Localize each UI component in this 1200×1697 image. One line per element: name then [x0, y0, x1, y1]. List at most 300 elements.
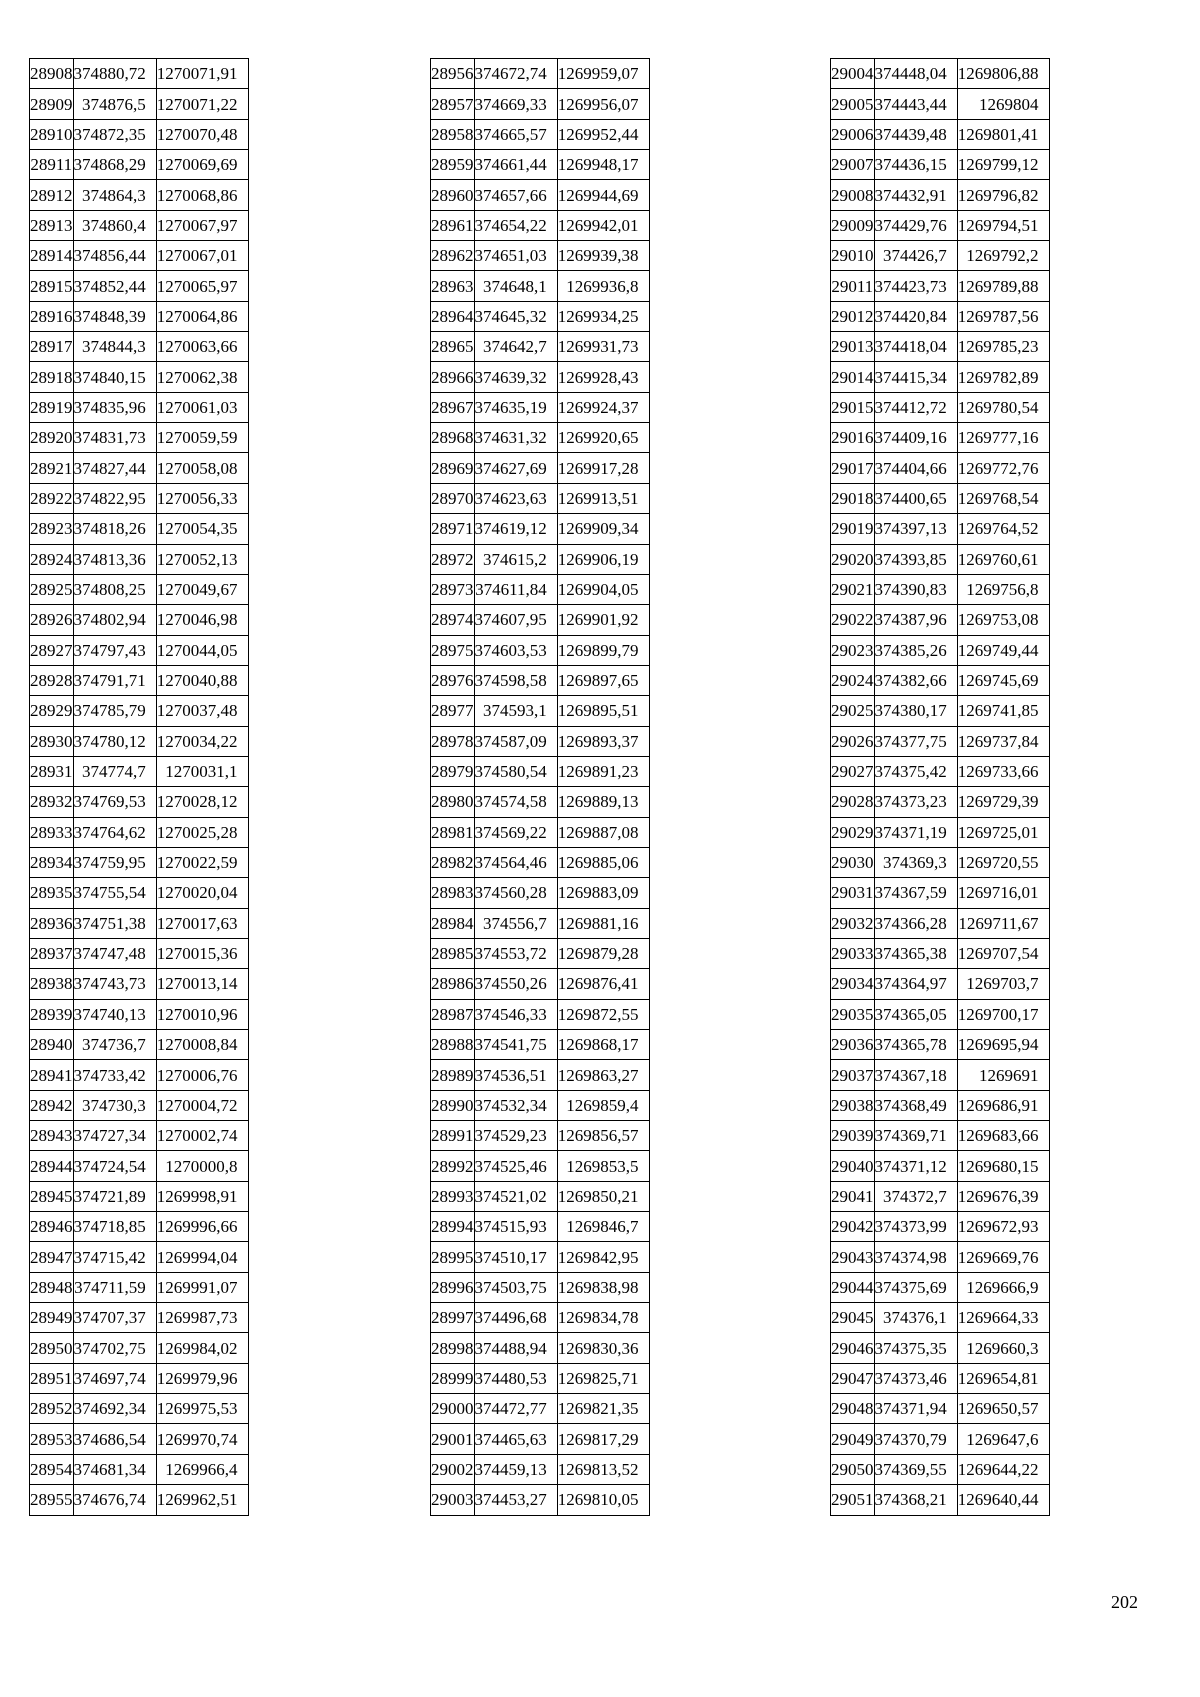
x-coordinate-cell: 374465,63	[474, 1424, 557, 1454]
y-coordinate-cell: 1269825,71	[557, 1363, 649, 1393]
point-number-cell: 28964	[431, 301, 475, 331]
y-coordinate-cell: 1269810,05	[557, 1485, 649, 1515]
table-row	[831, 1090, 1050, 1120]
point-number-cell: 28954	[30, 1454, 74, 1484]
table-row	[30, 241, 249, 271]
table-row	[431, 453, 650, 483]
point-number-cell: 28953	[30, 1424, 74, 1454]
x-coordinate-cell: 374443,44	[874, 89, 957, 119]
point-number-cell: 29042	[831, 1212, 875, 1242]
point-number-cell: 28967	[431, 392, 475, 422]
table-row	[831, 544, 1050, 574]
point-number-cell: 29010	[831, 241, 875, 271]
point-number-cell: 28942	[30, 1090, 74, 1120]
x-coordinate-cell: 374598,58	[474, 665, 557, 695]
table-row	[831, 301, 1050, 331]
y-coordinate-cell: 1269868,17	[557, 1030, 649, 1060]
y-coordinate-cell: 1269654,81	[957, 1363, 1049, 1393]
x-coordinate-cell: 374840,15	[73, 362, 156, 392]
point-number-cell: 28950	[30, 1333, 74, 1363]
x-coordinate-cell: 374503,75	[474, 1272, 557, 1302]
x-coordinate-cell: 374459,13	[474, 1454, 557, 1484]
x-coordinate-cell: 374657,66	[474, 180, 557, 210]
x-coordinate-cell: 374611,84	[474, 574, 557, 604]
y-coordinate-cell: 1270022,59	[156, 847, 248, 877]
table-row	[431, 665, 650, 695]
x-coordinate-cell: 374371,94	[874, 1394, 957, 1424]
point-number-cell: 29025	[831, 696, 875, 726]
table-row	[30, 1242, 249, 1272]
y-coordinate-cell: 1269780,54	[957, 392, 1049, 422]
y-coordinate-cell: 1269647,6	[957, 1424, 1049, 1454]
table-row	[431, 1181, 650, 1211]
x-coordinate-cell: 374418,04	[874, 332, 957, 362]
y-coordinate-cell: 1269787,56	[957, 301, 1049, 331]
x-coordinate-cell: 374769,53	[73, 787, 156, 817]
x-coordinate-cell: 374373,23	[874, 787, 957, 817]
point-number-cell: 28934	[30, 847, 74, 877]
x-coordinate-cell: 374661,44	[474, 150, 557, 180]
point-number-cell: 29041	[831, 1181, 875, 1211]
x-coordinate-cell: 374759,95	[73, 847, 156, 877]
y-coordinate-cell: 1269741,85	[957, 696, 1049, 726]
x-coordinate-cell: 374529,23	[474, 1121, 557, 1151]
point-number-cell: 28962	[431, 241, 475, 271]
table-row	[831, 1394, 1050, 1424]
table-row	[831, 271, 1050, 301]
point-number-cell: 28959	[431, 150, 475, 180]
point-number-cell: 28911	[30, 150, 74, 180]
point-number-cell: 28941	[30, 1060, 74, 1090]
point-number-cell: 29030	[831, 847, 875, 877]
y-coordinate-cell: 1269796,82	[957, 180, 1049, 210]
table-row	[431, 908, 650, 938]
y-coordinate-cell: 1270065,97	[156, 271, 248, 301]
x-coordinate-cell: 374369,55	[874, 1454, 957, 1484]
point-number-cell: 28910	[30, 119, 74, 149]
table-row	[431, 999, 650, 1029]
coordinate-table-3	[830, 58, 1050, 1516]
x-coordinate-cell: 374813,36	[73, 544, 156, 574]
point-number-cell: 28930	[30, 726, 74, 756]
table-row	[431, 635, 650, 665]
point-number-cell: 28994	[431, 1212, 475, 1242]
y-coordinate-cell: 1269979,96	[156, 1363, 248, 1393]
x-coordinate-cell: 374397,13	[874, 514, 957, 544]
table-row	[831, 1151, 1050, 1181]
table-row	[431, 878, 650, 908]
x-coordinate-cell: 374368,21	[874, 1485, 957, 1515]
y-coordinate-cell: 1270052,13	[156, 544, 248, 574]
table-row	[30, 847, 249, 877]
x-coordinate-cell: 374848,39	[73, 301, 156, 331]
point-number-cell: 28927	[30, 635, 74, 665]
point-number-cell: 28947	[30, 1242, 74, 1272]
table-row	[431, 817, 650, 847]
x-coordinate-cell: 374740,13	[73, 999, 156, 1029]
table-row	[831, 696, 1050, 726]
x-coordinate-cell: 374607,95	[474, 605, 557, 635]
y-coordinate-cell: 1270013,14	[156, 969, 248, 999]
x-coordinate-cell: 374764,62	[73, 817, 156, 847]
point-number-cell: 29021	[831, 574, 875, 604]
table-row	[831, 1272, 1050, 1302]
table-row	[431, 1121, 650, 1151]
x-coordinate-cell: 374868,29	[73, 150, 156, 180]
table-row	[431, 756, 650, 786]
x-coordinate-cell: 374751,38	[73, 908, 156, 938]
point-number-cell: 28937	[30, 938, 74, 968]
y-coordinate-cell: 1269777,16	[957, 423, 1049, 453]
point-number-cell: 29008	[831, 180, 875, 210]
x-coordinate-cell: 374802,94	[73, 605, 156, 635]
table-row	[431, 483, 650, 513]
table-row	[431, 787, 650, 817]
x-coordinate-cell: 374375,69	[874, 1272, 957, 1302]
table-row	[431, 696, 650, 726]
y-coordinate-cell: 1269768,54	[957, 483, 1049, 513]
table-row	[831, 119, 1050, 149]
y-coordinate-cell: 1269813,52	[557, 1454, 649, 1484]
point-number-cell: 29040	[831, 1151, 875, 1181]
x-coordinate-cell: 374364,97	[874, 969, 957, 999]
table-row	[30, 1454, 249, 1484]
table-row	[30, 605, 249, 635]
y-coordinate-cell: 1269913,51	[557, 483, 649, 513]
y-coordinate-cell: 1269691	[957, 1060, 1049, 1090]
y-coordinate-cell: 1269764,52	[957, 514, 1049, 544]
point-number-cell: 28963	[431, 271, 475, 301]
point-number-cell: 28980	[431, 787, 475, 817]
x-coordinate-cell: 374369,71	[874, 1121, 957, 1151]
y-coordinate-cell: 1270034,22	[156, 726, 248, 756]
point-number-cell: 29018	[831, 483, 875, 513]
x-coordinate-cell: 374374,98	[874, 1242, 957, 1272]
y-coordinate-cell: 1269881,16	[557, 908, 649, 938]
table-row	[831, 574, 1050, 604]
y-coordinate-cell: 1269952,44	[557, 119, 649, 149]
table-row	[30, 150, 249, 180]
table-row	[30, 453, 249, 483]
point-number-cell: 28981	[431, 817, 475, 847]
x-coordinate-cell: 374453,27	[474, 1485, 557, 1515]
y-coordinate-cell: 1269883,09	[557, 878, 649, 908]
x-coordinate-cell: 374733,42	[73, 1060, 156, 1090]
point-number-cell: 28928	[30, 665, 74, 695]
point-number-cell: 28919	[30, 392, 74, 422]
table-row	[831, 423, 1050, 453]
table-row	[30, 1303, 249, 1333]
y-coordinate-cell: 1270067,01	[156, 241, 248, 271]
point-number-cell: 28921	[30, 453, 74, 483]
point-number-cell: 29050	[831, 1454, 875, 1484]
coordinate-table-2	[430, 58, 650, 1516]
y-coordinate-cell: 1269928,43	[557, 362, 649, 392]
y-coordinate-cell: 1270071,91	[156, 59, 248, 89]
table-row	[831, 605, 1050, 635]
x-coordinate-cell: 374525,46	[474, 1151, 557, 1181]
table-row	[431, 1424, 650, 1454]
point-number-cell: 29046	[831, 1333, 875, 1363]
x-coordinate-cell: 374368,49	[874, 1090, 957, 1120]
x-coordinate-cell: 374852,44	[73, 271, 156, 301]
x-coordinate-cell: 374536,51	[474, 1060, 557, 1090]
x-coordinate-cell: 374423,73	[874, 271, 957, 301]
point-number-cell: 29020	[831, 544, 875, 574]
point-number-cell: 28977	[431, 696, 475, 726]
x-coordinate-cell: 374864,3	[73, 180, 156, 210]
point-number-cell: 29011	[831, 271, 875, 301]
y-coordinate-cell: 1269948,17	[557, 150, 649, 180]
x-coordinate-cell: 374642,7	[474, 332, 557, 362]
y-coordinate-cell: 1269745,69	[957, 665, 1049, 695]
point-number-cell: 29016	[831, 423, 875, 453]
x-coordinate-cell: 374876,5	[73, 89, 156, 119]
table-row	[30, 1181, 249, 1211]
table-row	[831, 1303, 1050, 1333]
y-coordinate-cell: 1270037,48	[156, 696, 248, 726]
x-coordinate-cell: 374376,1	[874, 1303, 957, 1333]
y-coordinate-cell: 1269901,92	[557, 605, 649, 635]
x-coordinate-cell: 374556,7	[474, 908, 557, 938]
point-number-cell: 28938	[30, 969, 74, 999]
y-coordinate-cell: 1269863,27	[557, 1060, 649, 1090]
point-number-cell: 28972	[431, 544, 475, 574]
x-coordinate-cell: 374574,58	[474, 787, 557, 817]
table-row	[30, 635, 249, 665]
x-coordinate-cell: 374412,72	[874, 392, 957, 422]
x-coordinate-cell: 374631,32	[474, 423, 557, 453]
table-row	[831, 787, 1050, 817]
x-coordinate-cell: 374496,68	[474, 1303, 557, 1333]
y-coordinate-cell: 1269830,36	[557, 1333, 649, 1363]
table-row	[431, 969, 650, 999]
point-number-cell: 28996	[431, 1272, 475, 1302]
point-number-cell: 29007	[831, 150, 875, 180]
y-coordinate-cell: 1269859,4	[557, 1090, 649, 1120]
y-coordinate-cell: 1269885,06	[557, 847, 649, 877]
table-row	[30, 999, 249, 1029]
x-coordinate-cell: 374369,3	[874, 847, 957, 877]
x-coordinate-cell: 374380,17	[874, 696, 957, 726]
y-coordinate-cell: 1269893,37	[557, 726, 649, 756]
point-number-cell: 29012	[831, 301, 875, 331]
y-coordinate-cell: 1270058,08	[156, 453, 248, 483]
y-coordinate-cell: 1270000,8	[156, 1151, 248, 1181]
x-coordinate-cell: 374375,42	[874, 756, 957, 786]
point-number-cell: 28978	[431, 726, 475, 756]
point-number-cell: 29033	[831, 938, 875, 968]
x-coordinate-cell: 374774,7	[73, 756, 156, 786]
y-coordinate-cell: 1269879,28	[557, 938, 649, 968]
table-row	[431, 210, 650, 240]
point-number-cell: 29039	[831, 1121, 875, 1151]
y-coordinate-cell: 1269939,38	[557, 241, 649, 271]
table-row	[30, 1333, 249, 1363]
y-coordinate-cell: 1269782,89	[957, 362, 1049, 392]
y-coordinate-cell: 1269987,73	[156, 1303, 248, 1333]
x-coordinate-cell: 374707,37	[73, 1303, 156, 1333]
y-coordinate-cell: 1270010,96	[156, 999, 248, 1029]
y-coordinate-cell: 1269799,12	[957, 150, 1049, 180]
y-coordinate-cell: 1269806,88	[957, 59, 1049, 89]
point-number-cell: 28966	[431, 362, 475, 392]
point-number-cell: 29000	[431, 1394, 475, 1424]
table-row	[30, 696, 249, 726]
x-coordinate-cell: 374404,66	[874, 453, 957, 483]
y-coordinate-cell: 1269695,94	[957, 1030, 1049, 1060]
table-row	[831, 817, 1050, 847]
x-coordinate-cell: 374448,04	[874, 59, 957, 89]
y-coordinate-cell: 1269817,29	[557, 1424, 649, 1454]
table-row	[431, 59, 650, 89]
y-coordinate-cell: 1269906,19	[557, 544, 649, 574]
x-coordinate-cell: 374546,33	[474, 999, 557, 1029]
x-coordinate-cell: 374385,26	[874, 635, 957, 665]
x-coordinate-cell: 374373,46	[874, 1363, 957, 1393]
table-row	[431, 1333, 650, 1363]
point-number-cell: 28976	[431, 665, 475, 695]
x-coordinate-cell: 374711,59	[73, 1272, 156, 1302]
x-coordinate-cell: 374439,48	[874, 119, 957, 149]
table-row	[831, 483, 1050, 513]
x-coordinate-cell: 374365,05	[874, 999, 957, 1029]
point-number-cell: 28922	[30, 483, 74, 513]
table-row	[431, 938, 650, 968]
x-coordinate-cell: 374436,15	[874, 150, 957, 180]
point-number-cell: 29036	[831, 1030, 875, 1060]
table-row	[431, 150, 650, 180]
point-number-cell: 29043	[831, 1242, 875, 1272]
y-coordinate-cell: 1269703,7	[957, 969, 1049, 999]
point-number-cell: 29037	[831, 1060, 875, 1090]
point-number-cell: 28979	[431, 756, 475, 786]
x-coordinate-cell: 374692,34	[73, 1394, 156, 1424]
point-number-cell: 29017	[831, 453, 875, 483]
y-coordinate-cell: 1270017,63	[156, 908, 248, 938]
x-coordinate-cell: 374872,35	[73, 119, 156, 149]
table-row	[30, 210, 249, 240]
table-row	[431, 423, 650, 453]
y-coordinate-cell: 1269904,05	[557, 574, 649, 604]
y-coordinate-cell: 1270061,03	[156, 392, 248, 422]
point-number-cell: 28961	[431, 210, 475, 240]
table-row	[831, 938, 1050, 968]
point-number-cell: 29026	[831, 726, 875, 756]
table-row	[30, 483, 249, 513]
point-number-cell: 28997	[431, 1303, 475, 1333]
x-coordinate-cell: 374791,71	[73, 665, 156, 695]
y-coordinate-cell: 1270049,67	[156, 574, 248, 604]
table-row	[431, 392, 650, 422]
y-coordinate-cell: 1269996,66	[156, 1212, 248, 1242]
x-coordinate-cell: 374736,7	[73, 1030, 156, 1060]
point-number-cell: 28990	[431, 1090, 475, 1120]
y-coordinate-cell: 1269998,91	[156, 1181, 248, 1211]
table-row	[30, 180, 249, 210]
point-number-cell: 28915	[30, 271, 74, 301]
table-row	[431, 332, 650, 362]
point-number-cell: 28973	[431, 574, 475, 604]
x-coordinate-cell: 374835,96	[73, 392, 156, 422]
y-coordinate-cell: 1269909,34	[557, 514, 649, 544]
point-number-cell: 28940	[30, 1030, 74, 1060]
y-coordinate-cell: 1269944,69	[557, 180, 649, 210]
point-number-cell: 28991	[431, 1121, 475, 1151]
point-number-cell: 28945	[30, 1181, 74, 1211]
point-number-cell: 29035	[831, 999, 875, 1029]
point-number-cell: 28993	[431, 1181, 475, 1211]
point-number-cell: 28974	[431, 605, 475, 635]
point-number-cell: 29004	[831, 59, 875, 89]
point-number-cell: 28943	[30, 1121, 74, 1151]
table-row	[431, 574, 650, 604]
table-row	[431, 1030, 650, 1060]
table-row	[831, 1212, 1050, 1242]
point-number-cell: 29022	[831, 605, 875, 635]
coordinate-table-1	[29, 58, 249, 1516]
x-coordinate-cell: 374366,28	[874, 908, 957, 938]
x-coordinate-cell: 374755,54	[73, 878, 156, 908]
table-row	[30, 89, 249, 119]
point-number-cell: 28924	[30, 544, 74, 574]
x-coordinate-cell: 374564,46	[474, 847, 557, 877]
y-coordinate-cell: 1269772,76	[957, 453, 1049, 483]
table-row	[30, 969, 249, 999]
table-row	[30, 1060, 249, 1090]
x-coordinate-cell: 374715,42	[73, 1242, 156, 1272]
table-row	[30, 1424, 249, 1454]
x-coordinate-cell: 374648,1	[474, 271, 557, 301]
y-coordinate-cell: 1269917,28	[557, 453, 649, 483]
x-coordinate-cell: 374645,32	[474, 301, 557, 331]
point-number-cell: 29023	[831, 635, 875, 665]
point-number-cell: 28925	[30, 574, 74, 604]
table-row	[831, 241, 1050, 271]
point-number-cell: 28983	[431, 878, 475, 908]
table-row	[831, 362, 1050, 392]
point-number-cell: 29005	[831, 89, 875, 119]
x-coordinate-cell: 374580,54	[474, 756, 557, 786]
x-coordinate-cell: 374587,09	[474, 726, 557, 756]
y-coordinate-cell: 1269753,08	[957, 605, 1049, 635]
table-row	[30, 787, 249, 817]
table-row	[831, 1333, 1050, 1363]
point-number-cell: 29002	[431, 1454, 475, 1484]
x-coordinate-cell: 374785,79	[73, 696, 156, 726]
y-coordinate-cell: 1269920,65	[557, 423, 649, 453]
x-coordinate-cell: 374681,34	[73, 1454, 156, 1484]
table-row	[431, 726, 650, 756]
table-row	[831, 1242, 1050, 1272]
x-coordinate-cell: 374676,74	[73, 1485, 156, 1515]
table-row	[431, 1272, 650, 1302]
x-coordinate-cell: 374721,89	[73, 1181, 156, 1211]
table-row	[30, 59, 249, 89]
table-row	[431, 241, 650, 271]
table-row	[431, 514, 650, 544]
table-row	[831, 453, 1050, 483]
y-coordinate-cell: 1270067,97	[156, 210, 248, 240]
y-coordinate-cell: 1269804	[957, 89, 1049, 119]
x-coordinate-cell: 374718,85	[73, 1212, 156, 1242]
x-coordinate-cell: 374654,22	[474, 210, 557, 240]
y-coordinate-cell: 1269931,73	[557, 332, 649, 362]
point-number-cell: 29013	[831, 332, 875, 362]
y-coordinate-cell: 1269872,55	[557, 999, 649, 1029]
table-row	[431, 89, 650, 119]
point-number-cell: 29031	[831, 878, 875, 908]
